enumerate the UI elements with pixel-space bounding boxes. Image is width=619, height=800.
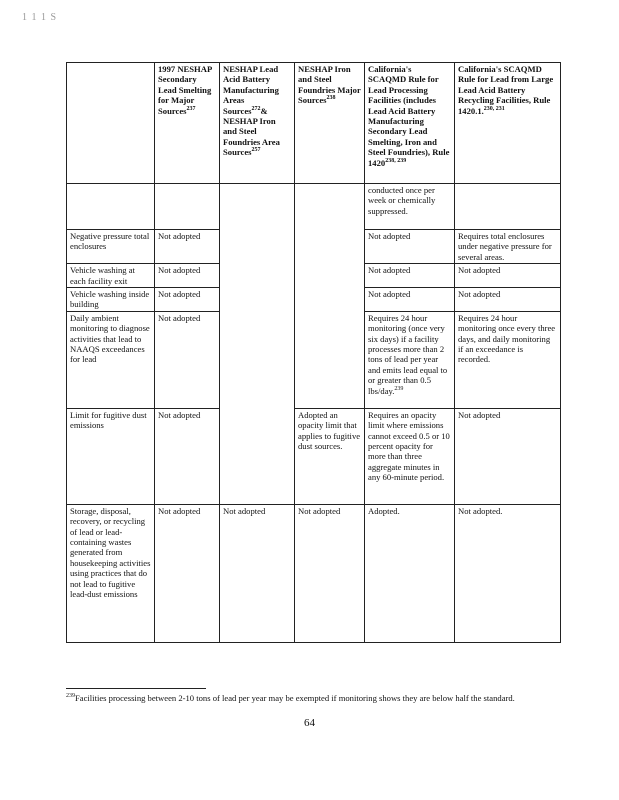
table-row [67, 504, 561, 642]
cell-col2: Not adopted [155, 311, 220, 408]
cell-col3-merged [220, 184, 295, 505]
cell-col5: Adopted. [365, 504, 455, 642]
cell-col6: Not adopted [455, 264, 561, 288]
header-col5: California's SCAQMD Rule for Lead Processing Facilities (includes Lead Acid Battery Manufacturing Secondary Lead Smelting, Iron and Steel Foundries), Rule 1420$^{238, 239}$ [365, 63, 455, 184]
cell-col2: Not adopted [155, 504, 220, 642]
table-row [67, 184, 561, 230]
cell-col6: Not adopted [455, 408, 561, 504]
cell-col4-merged [295, 184, 365, 409]
row-label: Daily ambient monitoring to diagnose activities that lead to NAAQS exceedances for lead [67, 311, 155, 408]
cell-col2: Not adopted [155, 408, 220, 504]
row-label: Negative pressure total enclosures [67, 230, 155, 264]
row-label [67, 184, 155, 230]
header-col6: California's SCAQMD Rule for Lead from Large Lead Acid Battery Recycling Facilities, Rule 1420.1.$^{230, 231}$ [455, 63, 561, 184]
row-label: Vehicle washing at each facility exit [67, 264, 155, 288]
table-row [67, 408, 561, 504]
header-row [67, 63, 561, 184]
header-col4: NESHAP Iron and Steel Foundries Major Sources$^{238}$ [295, 63, 365, 184]
cell-col5: Not adopted [365, 230, 455, 264]
row-label: Storage, disposal, recovery, or recycling of lead or lead-containing wastes generated from housekeeping activities using practices that do not lead to fugitive lead-dust emissions [67, 504, 155, 642]
cell-col6: Not adopted. [455, 504, 561, 642]
cell-col6: Requires total enclosures under negative pressure for several areas. [455, 230, 561, 264]
cell-col5: Requires an opacity limit where emissions cannot exceed 0.5 or 10 percent opacity for more than three aggregate minutes in any 60-minute period. [365, 408, 455, 504]
cell-col4: Adopted an opacity limit that applies to fugitive dust sources. [295, 408, 365, 504]
cell-col2: Not adopted [155, 230, 220, 264]
cell-col3: Not adopted [220, 504, 295, 642]
row-label: Limit for fugitive dust emissions [67, 408, 155, 504]
cell-col2 [155, 184, 220, 230]
cell-col4: Not adopted [295, 504, 365, 642]
footnote-divider [66, 688, 206, 689]
cell-col6 [455, 184, 561, 230]
cell-col5: conducted once per week or chemically suppressed. [365, 184, 455, 230]
cell-col6: Not adopted [455, 288, 561, 312]
header-blank [67, 63, 155, 184]
footnote: $^{239}$Facilities processing between 2-10 tons of lead per year may be exempted if monitoring shows they are below half the standard. [66, 693, 515, 703]
cell-col6: Requires 24 hour monitoring once every three days, and daily monitoring if an exceedance is recorded. [455, 311, 561, 408]
header-col3: NESHAP Lead Acid Battery Manufacturing Areas Sources$^{272}$& NESHAP Iron and Steel Foundries Area Sources$^{257}$ [220, 63, 295, 184]
regulations-table [66, 62, 561, 643]
cell-col5: Not adopted [365, 264, 455, 288]
cell-col5: Requires 24 hour monitoring (once very six days) if a facility processes more than 2 tons of lead per year and emits lead equal to or greater than 0.5 lbs/day.$^{239}$ [365, 311, 455, 408]
corner-mark: 1 1 1 S [22, 12, 58, 23]
header-col2: 1997 NESHAP Secondary Lead Smelting for Major Sources$^{237}$ [155, 63, 220, 184]
cell-col2: Not adopted [155, 264, 220, 288]
cell-col5: Not adopted [365, 288, 455, 312]
cell-col2: Not adopted [155, 288, 220, 312]
row-label: Vehicle washing inside building [67, 288, 155, 312]
page-number: 64 [304, 717, 315, 729]
